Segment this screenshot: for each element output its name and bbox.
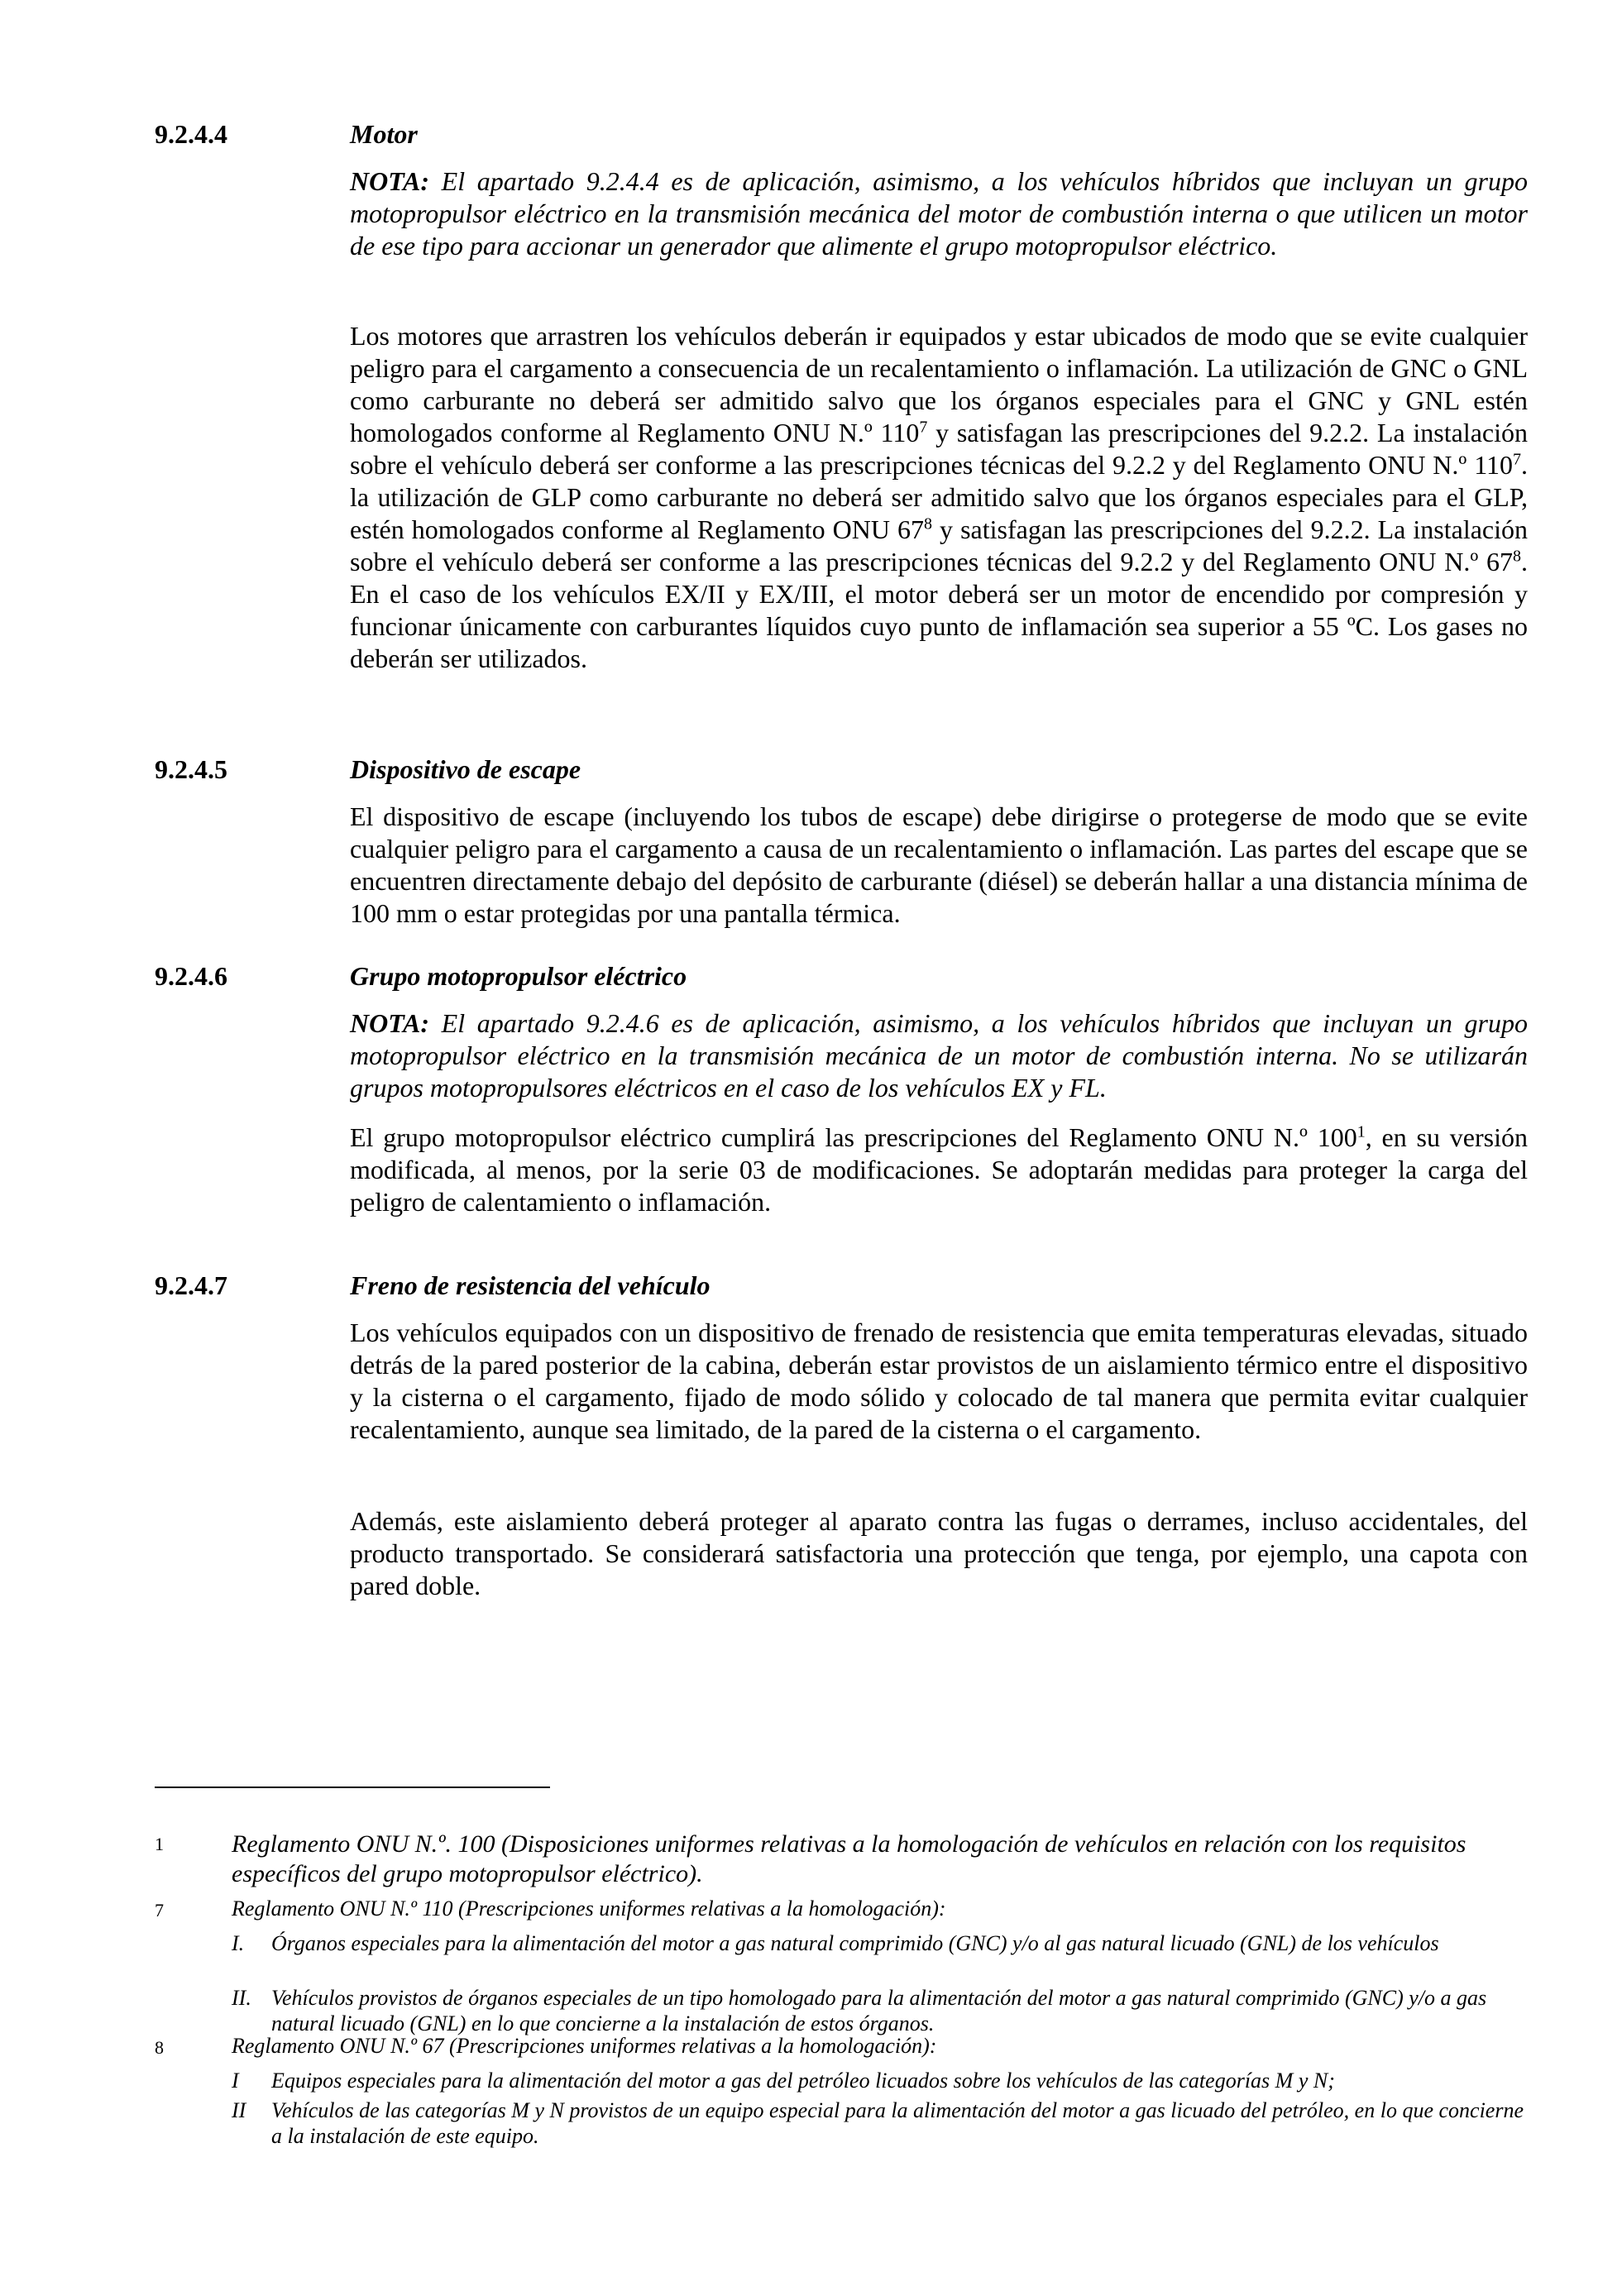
footnote-text: Reglamento ONU N.º 110 (Prescripciones uniformes relativas a la homologación): [232,1897,946,1921]
footnote-text: Reglamento ONU N.º 67 (Prescripciones uniformes relativas a la homologación): [232,2034,937,2058]
roman-numeral: I. [232,1931,245,1955]
note-paragraph [350,165,1528,262]
section-number: 9.2.4.4 [155,119,227,149]
footnote-ref[interactable]: 1 [1356,1122,1366,1141]
body-text: . la utilización de GLP como carburante no deberá ser admitido salvo que los órganos especiales para el GLP, estén homologados conforme al Reglamento ONU 67 [350,450,1528,544]
footnote-separator [155,1787,550,1788]
footnote-ref[interactable]: 7 [919,418,928,437]
note-text: El apartado 9.2.4.6 es de aplicación, asimismo, a los vehículos híbridos que incluyan un grupo motopropulsor eléctrico en la transmisión mecánica de un motor de combustión interna. No se utilizarán grupos motopropulsores eléctricos en el caso de los vehículos EX y FL. [350,1008,1528,1103]
footnote-item-text: Vehículos provistos de órganos especiales de un tipo homologado para la alimentación del motor a gas natural comprimido (GNC) y/o a gas natural licuado (GNL) en lo que concierne a la instalación de estos órganos. [271,1986,1487,2035]
section-title: Grupo motopropulsor eléctrico [350,961,687,991]
footnote-7-item-1 [232,1930,1528,1956]
body-paragraph: Además, este aislamiento deberá proteger al aparato contra las fugas o derrames, incluso accidentales, del producto transportado. Se considerará satisfactoria una protección que tenga, por ejemplo, una capota con pared doble. [350,1506,1528,1600]
body-text: El grupo motopropulsor eléctrico cumplirá las prescripciones del Reglamento ONU N.º 100 [350,1122,1357,1152]
roman-numeral: II [232,2098,246,2122]
footnote-text: Reglamento ONU N.º. 100 (Disposiciones uniformes relativas a la homologación de vehículos en relación con los requisitos específicos del grupo motopropulsor eléctrico). [232,1830,1466,1887]
footnote-8-item-1 [232,2068,1528,2093]
section-title: Motor [350,119,418,149]
note-text: El apartado 9.2.4.4 es de aplicación, asimismo, a los vehículos híbridos que incluyan un grupo motopropulsor eléctrico en la transmisión mecánica del motor de combustión interna o que utilicen un motor de ese tipo para accionar un generador que alimente el grupo motopropulsor eléctrico. [350,166,1528,261]
section-number: 9.2.4.7 [155,1270,227,1300]
body-paragraph [350,1122,1528,1218]
body-text: , en su versión modificada, al menos, por la serie 03 de modificaciones. Se adoptarán medidas para proteger la carga del peligro de calentamiento o inflamación. [350,1122,1529,1217]
footnote-7-item-2 [232,1985,1528,2036]
footnote-8-item-2 [232,2097,1528,2149]
body-text: . En el caso de los vehículos EX/II y EX/III, el motor deberá ser un motor de encendido por compresión y funcionar únicamente con carburantes líquidos cuyo punto de inflamación sea superior a 55 ºC. Los gases no deberán ser utilizados. [350,547,1528,673]
section-title: Freno de resistencia del vehículo [350,1270,711,1300]
roman-numeral: I [232,2069,239,2093]
body-text: Los motores que arrastren los vehículos deberán ir equipados y estar ubicados de modo que se evite cualquier peligro para el cargamento a consecuencia de un recalentamiento o inflamación. La utilización de GNC o GNL como carburante no deberá ser admitido salvo que los órganos especiales para el GNC y GNL estén homologados conforme al Reglamento ONU N.º 110 [350,321,1528,447]
note-paragraph [350,1007,1528,1104]
section-number: 9.2.4.5 [155,754,227,784]
body-paragraph: El dispositivo de escape (incluyendo los tubos de escape) debe dirigirse o protegerse de modo que se evite cualquier peligro para el cargamento a causa de un recalentamiento o inflamación. Las partes del escape que se encuentren directamente debajo del depósito de carburante (diésel) se deberán hallar a una distancia mínima de 100 mm o estar protegidas por una pantalla térmica. [350,801,1528,928]
section-title: Dispositivo de escape [350,754,581,784]
footnote-item-text: Órganos especiales para la alimentación del motor a gas natural comprimido (GNC) y/o al gas natural licuado (GNL) de los vehículos [271,1931,1439,1955]
footnote-mark: 8 [155,2037,164,2058]
body-text: y satisfagan las prescripciones del 9.2.2. La instalación sobre el vehículo deberá ser conforme a las prescripciones técnicas del 9.2.2 y del Reglamento ONU N.º 110 [350,418,1528,480]
body-text: y satisfagan las prescripciones del 9.2.2. La instalación sobre el vehículo deberá ser conforme a las prescripciones técnicas del 9.2.2 y del Reglamento ONU N.º 67 [350,514,1529,576]
footnote-ref[interactable]: 8 [1513,547,1521,566]
footnote-mark: 7 [155,1900,164,1921]
footnote-ref[interactable]: 7 [1513,450,1521,469]
footnote-item-text: Equipos especiales para la alimentación del motor a gas del petróleo licuados sobre los vehículos de las categorías M y N; [271,2069,1335,2093]
note-label: NOTA: [350,166,429,196]
body-paragraph [350,320,1528,675]
section-number: 9.2.4.6 [155,961,227,991]
body-paragraph: Los vehículos equipados con un dispositivo de frenado de resistencia que emita temperaturas elevadas, situado detrás de la pared posterior de la cabina, deberán estar provistos de un aislamiento térmico entre el dispositivo y la cisterna o el cargamento, fijado de modo sólido y colocado de tal manera que permita evitar cualquier recalentamiento, aunque sea limitado, de la pared de la cisterna o el cargamento. [350,1318,1528,1444]
footnote-item-text: Vehículos de las categorías M y N provistos de un equipo especial para la alimentación del motor a gas licuado del petróleo, en lo que concierne a la instalación de este equipo. [271,2098,1524,2148]
roman-numeral: II. [232,1986,251,2010]
footnote-mark: 1 [155,1834,164,1854]
note-label: NOTA: [350,1008,429,1038]
footnote-ref[interactable]: 8 [924,514,933,533]
